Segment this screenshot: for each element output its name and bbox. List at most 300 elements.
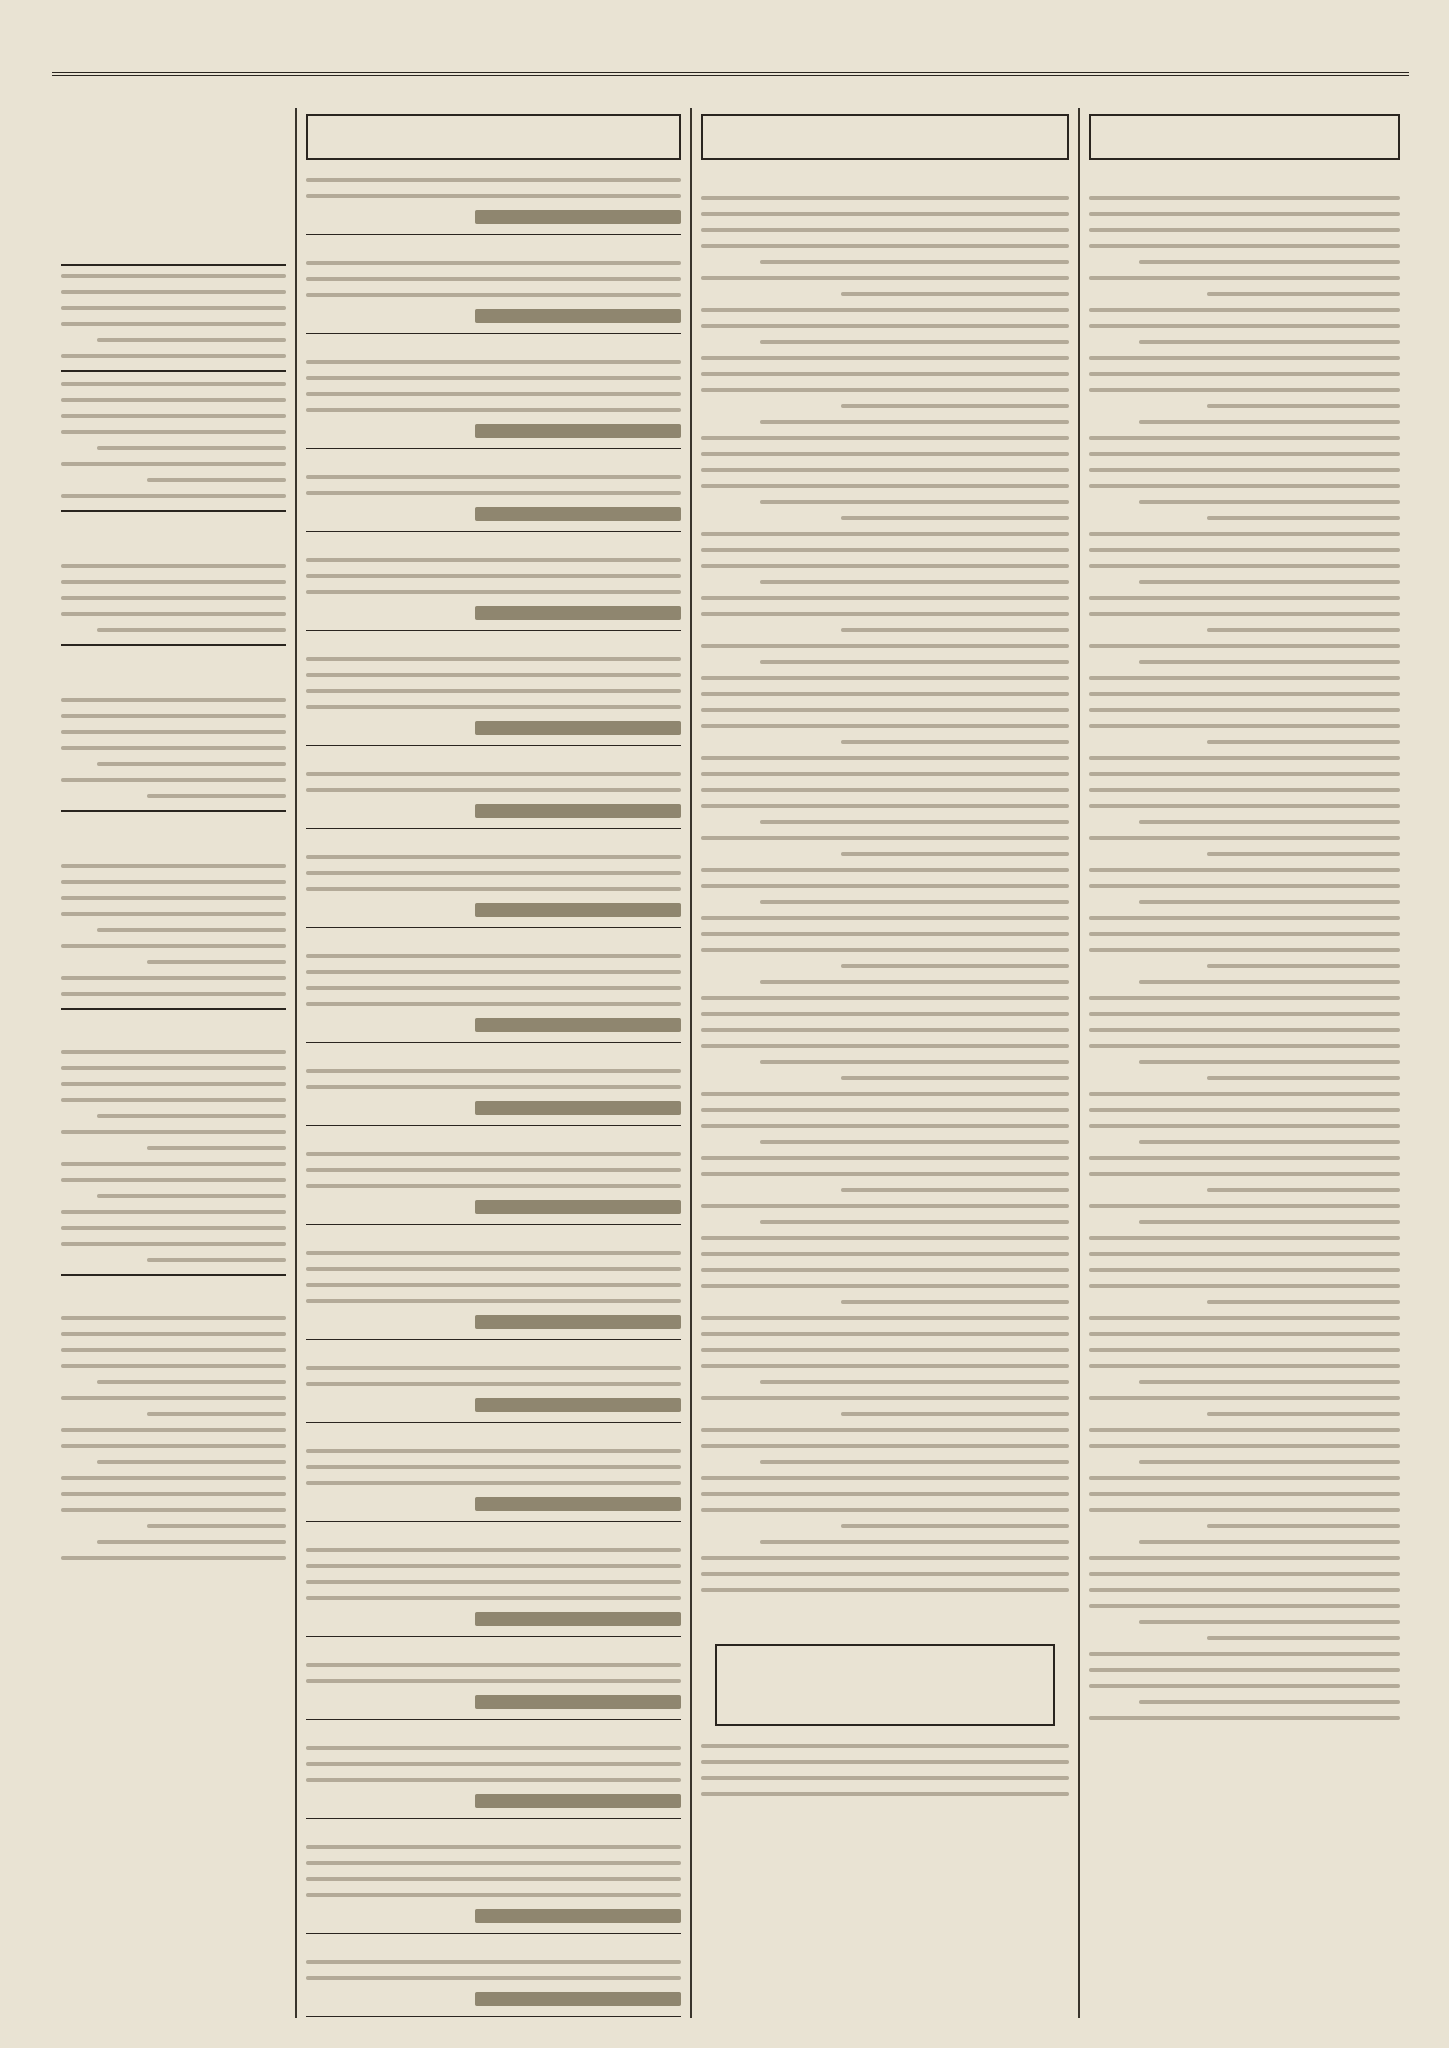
text-line <box>306 392 681 396</box>
text-line <box>1089 196 1400 200</box>
text-line <box>61 612 286 616</box>
text-line <box>306 1580 681 1584</box>
text-line <box>701 612 1069 616</box>
text-line <box>61 1556 286 1560</box>
divider <box>306 1933 681 1934</box>
column-yesterday-europe <box>1078 108 1409 2018</box>
text-line <box>306 705 681 709</box>
text-line <box>306 1152 681 1156</box>
text-line <box>841 964 1069 968</box>
divider <box>61 810 286 812</box>
notice-signature <box>475 424 681 438</box>
text-line <box>147 960 287 964</box>
text-line <box>61 1162 286 1166</box>
body-text <box>1089 196 1400 1720</box>
text-line <box>61 1226 286 1230</box>
text-line <box>701 1428 1069 1432</box>
divider <box>306 745 681 746</box>
text-line <box>1089 756 1400 760</box>
text-line <box>701 884 1069 888</box>
text-line <box>97 762 286 766</box>
divider <box>306 1521 681 1522</box>
text-line <box>1089 804 1400 808</box>
text-line <box>701 1476 1069 1480</box>
body-text <box>61 1316 286 1560</box>
text-line <box>1089 276 1400 280</box>
text-line <box>306 574 681 578</box>
text-line <box>147 478 287 482</box>
text-line <box>701 1172 1069 1176</box>
text-line <box>306 1449 681 1453</box>
condolence-notice <box>306 1239 681 1354</box>
text-line <box>1139 1140 1400 1144</box>
text-line <box>306 1299 681 1303</box>
divider <box>306 1224 681 1225</box>
text-line <box>306 590 681 594</box>
text-line <box>701 836 1069 840</box>
text-line <box>701 708 1069 712</box>
text-line <box>306 1960 681 1964</box>
condolence-notice <box>306 1833 681 1948</box>
text-line <box>1089 1012 1400 1016</box>
notice-text <box>306 178 681 198</box>
text-line <box>1089 1508 1400 1512</box>
column-advertisements <box>52 108 295 2018</box>
text-line <box>1139 500 1400 504</box>
notice-text <box>306 360 681 412</box>
text-line <box>701 1508 1069 1512</box>
text-line <box>61 494 286 498</box>
text-line <box>1089 868 1400 872</box>
text-line <box>97 1114 286 1118</box>
condolence-notice <box>306 760 681 843</box>
condolence-notice <box>306 645 681 760</box>
notice-text <box>306 772 681 792</box>
text-line <box>61 382 286 386</box>
column-subheading <box>1089 166 1400 188</box>
text-line <box>701 308 1069 312</box>
text-line <box>760 1460 1069 1464</box>
body-text <box>701 196 1069 1592</box>
notice-signature <box>475 1794 681 1808</box>
divider <box>306 1125 681 1126</box>
text-line <box>701 244 1069 248</box>
text-line <box>701 1284 1069 1288</box>
text-line <box>1139 1380 1400 1384</box>
notice-signature <box>475 309 681 323</box>
notice-text <box>306 558 681 594</box>
text-line <box>1089 436 1400 440</box>
notice-text <box>306 1845 681 1897</box>
divider <box>61 510 286 512</box>
text-line <box>147 1258 287 1262</box>
text-line <box>306 855 681 859</box>
text-line <box>97 1194 286 1198</box>
text-line <box>701 1268 1069 1272</box>
notice-text <box>306 855 681 891</box>
section-heading <box>61 822 286 856</box>
text-line <box>306 360 681 364</box>
column-subheading <box>701 166 1069 188</box>
column-heading <box>701 114 1069 160</box>
notice-text <box>306 1746 681 1782</box>
divider <box>306 1042 681 1043</box>
text-line <box>701 868 1069 872</box>
text-line <box>1089 1588 1400 1592</box>
body-text <box>61 274 286 358</box>
text-line <box>147 1146 287 1150</box>
text-line <box>701 1252 1069 1256</box>
text-line <box>1139 1460 1400 1464</box>
text-line <box>701 1444 1069 1448</box>
text-line <box>1207 964 1400 968</box>
text-line <box>701 788 1069 792</box>
text-line <box>701 324 1069 328</box>
condolence-notice <box>306 1651 681 1734</box>
text-line <box>1139 820 1400 824</box>
text-line <box>841 404 1069 408</box>
text-line <box>1089 548 1400 552</box>
text-line <box>306 772 681 776</box>
text-line <box>61 1066 286 1070</box>
text-line <box>1139 420 1400 424</box>
condolence-notice <box>306 1437 681 1536</box>
text-line <box>760 1060 1069 1064</box>
text-line <box>306 1596 681 1600</box>
text-line <box>760 340 1069 344</box>
text-line <box>1089 948 1400 952</box>
text-line <box>1139 900 1400 904</box>
condolence-notice <box>306 348 681 463</box>
divider <box>306 531 681 532</box>
text-line <box>1089 1396 1400 1400</box>
text-line <box>306 1861 681 1865</box>
text-line <box>306 1778 681 1782</box>
notice-signature <box>475 721 681 735</box>
text-line <box>701 1776 1069 1780</box>
text-line <box>701 372 1069 376</box>
text-line <box>61 414 286 418</box>
text-line <box>61 1508 286 1512</box>
text-line <box>1089 692 1400 696</box>
condolence-notice <box>306 546 681 645</box>
divider <box>306 333 681 334</box>
notice-text <box>306 657 681 709</box>
section-heading <box>61 656 286 690</box>
text-line <box>1089 1492 1400 1496</box>
text-line <box>701 1316 1069 1320</box>
notice-text <box>306 261 681 297</box>
divider <box>306 1339 681 1340</box>
text-line <box>61 1316 286 1320</box>
text-line <box>1089 1716 1400 1720</box>
text-line <box>701 756 1069 760</box>
text-line <box>760 1540 1069 1544</box>
text-line <box>61 1082 286 1086</box>
condolence-notice <box>306 1536 681 1651</box>
text-line <box>841 740 1069 744</box>
notice-text <box>306 1251 681 1303</box>
text-line <box>61 290 286 294</box>
text-line <box>306 1069 681 1073</box>
text-line <box>306 261 681 265</box>
text-line <box>306 673 681 677</box>
text-line <box>306 657 681 661</box>
text-line <box>701 196 1069 200</box>
notice-text <box>306 1960 681 1980</box>
notice-list <box>306 166 681 2018</box>
text-line <box>1139 1220 1400 1224</box>
text-line <box>1139 1060 1400 1064</box>
section-heading <box>61 1286 286 1308</box>
text-line <box>701 484 1069 488</box>
text-line <box>841 1300 1069 1304</box>
masthead <box>52 38 1409 76</box>
text-line <box>61 274 286 278</box>
text-line <box>306 689 681 693</box>
text-line <box>1089 1668 1400 1672</box>
text-line <box>1089 884 1400 888</box>
text-line <box>306 277 681 281</box>
text-line <box>701 1092 1069 1096</box>
text-line <box>61 880 286 884</box>
text-line <box>1089 468 1400 472</box>
text-line <box>701 1588 1069 1592</box>
text-line <box>306 1366 681 1370</box>
text-line <box>701 596 1069 600</box>
notice-signature <box>475 1200 681 1214</box>
text-line <box>1089 372 1400 376</box>
text-line <box>306 788 681 792</box>
text-line <box>701 436 1069 440</box>
notice-signature <box>475 210 681 224</box>
text-line <box>1089 1348 1400 1352</box>
text-line <box>701 772 1069 776</box>
text-line <box>1139 340 1400 344</box>
text-line <box>1207 852 1400 856</box>
text-line <box>306 194 681 198</box>
text-line <box>701 692 1069 696</box>
text-line <box>760 260 1069 264</box>
text-line <box>61 1396 286 1400</box>
divider <box>61 1008 286 1010</box>
text-line <box>61 462 286 466</box>
text-line <box>841 628 1069 632</box>
text-line <box>1089 228 1400 232</box>
text-line <box>1089 1236 1400 1240</box>
condolence-notice <box>306 1057 681 1140</box>
text-line <box>306 1877 681 1881</box>
text-line <box>1089 1028 1400 1032</box>
text-line <box>61 1210 286 1214</box>
text-line <box>701 916 1069 920</box>
divider <box>306 2016 681 2017</box>
text-line <box>61 714 286 718</box>
text-line <box>147 1412 287 1416</box>
text-line <box>1139 580 1400 584</box>
text-line <box>306 408 681 412</box>
text-line <box>1089 996 1400 1000</box>
text-line <box>701 1492 1069 1496</box>
text-line <box>841 1412 1069 1416</box>
text-line <box>306 1893 681 1897</box>
text-line <box>701 1108 1069 1112</box>
notice-signature <box>475 1695 681 1709</box>
text-line <box>760 500 1069 504</box>
text-line <box>61 1242 286 1246</box>
text-line <box>701 1156 1069 1160</box>
text-line <box>306 293 681 297</box>
text-line <box>306 986 681 990</box>
condolence-notice <box>306 249 681 348</box>
text-line <box>701 1332 1069 1336</box>
text-line <box>1089 356 1400 360</box>
section-heading <box>61 1020 286 1042</box>
body-text <box>61 564 286 632</box>
text-line <box>97 446 286 450</box>
notice-text <box>306 1366 681 1386</box>
text-line <box>1207 740 1400 744</box>
text-line <box>61 976 286 980</box>
text-line <box>1089 1156 1400 1160</box>
text-line <box>701 644 1069 648</box>
notice-signature <box>475 804 681 818</box>
text-line <box>1207 1636 1400 1640</box>
text-line <box>701 212 1069 216</box>
divider <box>306 630 681 631</box>
divider <box>306 828 681 829</box>
text-line <box>1089 1476 1400 1480</box>
text-line <box>1207 1076 1400 1080</box>
text-line <box>1089 1316 1400 1320</box>
text-line <box>1089 724 1400 728</box>
text-line <box>841 292 1069 296</box>
text-line <box>61 430 286 434</box>
text-line <box>1089 1124 1400 1128</box>
notice-signature <box>475 1909 681 1923</box>
condolence-notice <box>306 166 681 249</box>
text-line <box>61 1332 286 1336</box>
text-line <box>1089 612 1400 616</box>
advertisement-box <box>715 1644 1055 1726</box>
section-heading <box>701 1604 1069 1626</box>
columns <box>52 108 1409 2018</box>
text-line <box>760 900 1069 904</box>
text-line <box>1089 1572 1400 1576</box>
condolence-notice <box>306 1354 681 1437</box>
notice-text <box>306 1548 681 1600</box>
text-line <box>841 1076 1069 1080</box>
text-line <box>306 178 681 182</box>
divider <box>306 448 681 449</box>
notice-text <box>306 1069 681 1089</box>
text-line <box>1089 532 1400 536</box>
text-line <box>97 628 286 632</box>
text-line <box>1207 1188 1400 1192</box>
divider <box>61 370 286 372</box>
text-line <box>306 558 681 562</box>
text-line <box>1139 1620 1400 1624</box>
notice-text <box>306 1152 681 1188</box>
text-line <box>701 1012 1069 1016</box>
text-line <box>1089 212 1400 216</box>
text-line <box>841 1524 1069 1528</box>
text-line <box>61 778 286 782</box>
text-line <box>701 1236 1069 1240</box>
text-line <box>61 306 286 310</box>
condolence-notice <box>306 1948 681 2018</box>
text-line <box>1089 1268 1400 1272</box>
text-line <box>147 794 287 798</box>
column-heading <box>1089 114 1400 160</box>
text-line <box>61 730 286 734</box>
text-line <box>1089 1428 1400 1432</box>
text-line <box>1089 452 1400 456</box>
notice-text <box>306 1663 681 1683</box>
text-line <box>1089 1252 1400 1256</box>
text-line <box>1089 564 1400 568</box>
text-line <box>1089 772 1400 776</box>
text-line <box>61 1178 286 1182</box>
text-line <box>61 1364 286 1368</box>
text-line <box>701 1364 1069 1368</box>
text-line <box>701 1204 1069 1208</box>
text-line <box>1139 660 1400 664</box>
text-line <box>306 1085 681 1089</box>
body-text <box>61 864 286 996</box>
text-line <box>701 1760 1069 1764</box>
text-line <box>1089 932 1400 936</box>
text-line <box>61 596 286 600</box>
text-line <box>306 1976 681 1980</box>
text-line <box>1207 292 1400 296</box>
divider <box>61 1274 286 1276</box>
notice-signature <box>475 1992 681 2006</box>
notice-signature <box>475 507 681 521</box>
text-line <box>1089 1172 1400 1176</box>
notice-text <box>306 954 681 1006</box>
text-line <box>1089 484 1400 488</box>
text-line <box>701 1396 1069 1400</box>
banner-title <box>61 114 286 266</box>
text-line <box>841 516 1069 520</box>
text-line <box>306 1382 681 1386</box>
text-line <box>701 804 1069 808</box>
text-line <box>1089 308 1400 312</box>
text-line <box>97 338 286 342</box>
text-line <box>1207 628 1400 632</box>
text-line <box>1089 388 1400 392</box>
text-line <box>1139 1700 1400 1704</box>
text-line <box>701 948 1069 952</box>
text-line <box>61 580 286 584</box>
divider <box>306 927 681 928</box>
text-line <box>701 1556 1069 1560</box>
divider <box>306 1636 681 1637</box>
text-line <box>760 1220 1069 1224</box>
text-line <box>306 1762 681 1766</box>
text-line <box>1089 1108 1400 1112</box>
text-line <box>1089 1092 1400 1096</box>
text-line <box>306 1002 681 1006</box>
column-heading <box>306 114 681 160</box>
notice-signature <box>475 606 681 620</box>
text-line <box>61 896 286 900</box>
text-line <box>1089 1284 1400 1288</box>
text-line <box>306 491 681 495</box>
text-line <box>61 864 286 868</box>
notice-signature <box>475 1497 681 1511</box>
